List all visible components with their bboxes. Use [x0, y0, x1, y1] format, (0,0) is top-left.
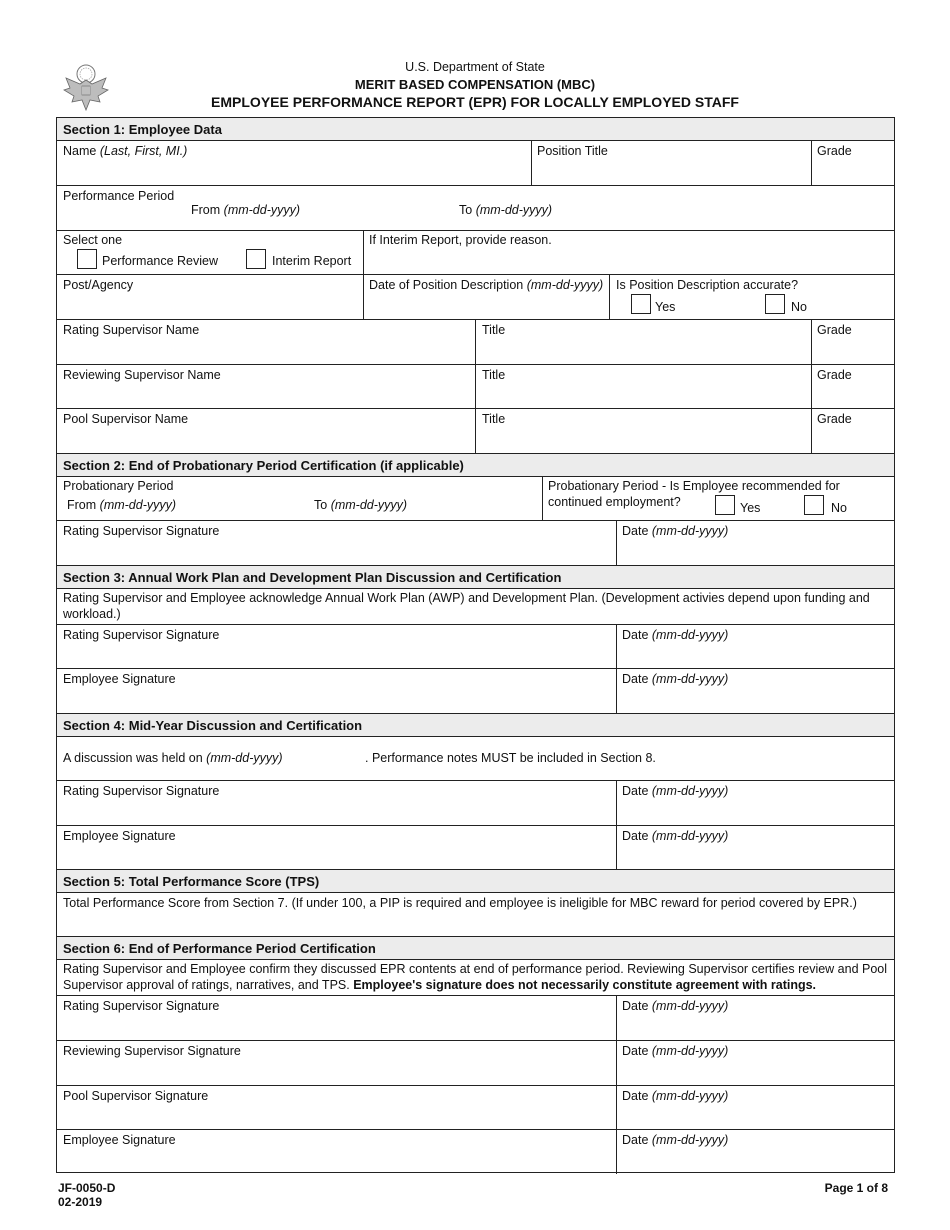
rating-supervisor-title-field[interactable]: [475, 319, 811, 364]
date-label: Date: [622, 524, 649, 538]
form-title: EMPLOYEE PERFORMANCE REPORT (EPR) FOR LOCALLY EMPLOYED STAFF: [211, 94, 739, 110]
rating-supervisor-signature-label: Rating Supervisor Signature: [63, 524, 220, 538]
pool-supervisor-signature-label: Pool Supervisor Signature: [63, 1089, 209, 1103]
epr-form: [56, 117, 895, 1173]
employee-name-field[interactable]: [57, 140, 531, 185]
date-label: Date: [622, 829, 649, 843]
s3-employee-signature-field[interactable]: [57, 668, 616, 713]
date-format-hint: (mm-dd-yyyy): [223, 203, 301, 217]
employee-grade-field[interactable]: [811, 140, 896, 185]
form-date: 02-2019: [58, 1195, 103, 1209]
date-format-hint: (mm-dd-yyyy): [330, 498, 408, 512]
performance-period-label: Performance Period: [63, 189, 175, 203]
to-label: To: [459, 203, 473, 217]
grade-label: Grade: [817, 144, 852, 158]
date-label: Date: [622, 1133, 649, 1147]
performance-notes-text: . Performance notes MUST be included in Section 8.: [365, 751, 656, 765]
form-number: JF-0050-D: [58, 1181, 116, 1195]
date-format-hint: (mm-dd-yyyy): [99, 498, 177, 512]
recommend-no-checkbox[interactable]: [804, 495, 824, 515]
rating-supervisor-grade-field[interactable]: [811, 319, 896, 364]
s6-reviewing-date-field[interactable]: [616, 1040, 896, 1085]
interim-reason-label: If Interim Report, provide reason.: [369, 233, 552, 247]
page-number: Page 1 of 8: [824, 1181, 888, 1195]
pool-supervisor-name-label: Pool Supervisor Name: [63, 412, 189, 426]
date-format-hint: (mm-dd-yyyy): [651, 672, 729, 686]
performance-period-row: [57, 185, 896, 230]
section-3-text: Rating Supervisor and Employee acknowledge Annual Work Plan (AWP) and Development Plan. (Development activies depend upon funding and workload.): [63, 591, 870, 621]
section-6-text-bold: Employee's signature does not necessarily constitute agreement with ratings.: [353, 978, 817, 992]
interim-reason-field[interactable]: [363, 230, 896, 274]
reviewing-supervisor-name-field[interactable]: [57, 364, 475, 408]
s6-employee-signature-field[interactable]: [57, 1129, 616, 1173]
position-title-label: Position Title: [537, 144, 608, 158]
s2-rating-supervisor-signature-field[interactable]: [57, 520, 616, 565]
rating-supervisor-signature-label: Rating Supervisor Signature: [63, 999, 220, 1013]
s6-pool-supervisor-signature-field[interactable]: [57, 1085, 616, 1129]
section-5-text: Total Performance Score from Section 7. (If under 100, a PIP is required and employee is ineligible for MBC reward for period covered by EPR.): [63, 896, 857, 910]
date-format-hint: (mm-dd-yyyy): [651, 1133, 729, 1147]
s6-reviewing-supervisor-signature-field[interactable]: [57, 1040, 616, 1085]
s2-date-field[interactable]: [616, 520, 896, 565]
section-6-text: [63, 961, 892, 993]
performance-period-from-field[interactable]: [191, 203, 300, 217]
title-label: Title: [482, 412, 506, 426]
s4-rating-supervisor-signature-field[interactable]: [57, 780, 616, 825]
probation-to-field[interactable]: [314, 498, 407, 512]
s4-employee-date-field[interactable]: [616, 825, 896, 869]
to-label: To: [314, 498, 328, 512]
program-name: MERIT BASED COMPENSATION (MBC): [354, 77, 596, 92]
date-format-hint: (mm-dd-yyyy): [651, 1044, 729, 1058]
total-performance-score-field[interactable]: [57, 892, 896, 936]
employee-signature-label: Employee Signature: [63, 829, 176, 843]
section-5-title: Section 5: Total Performance Score (TPS): [63, 874, 320, 889]
reviewing-supervisor-grade-field[interactable]: [811, 364, 896, 408]
pd-accurate-no-checkbox[interactable]: [765, 294, 785, 314]
grade-label: Grade: [817, 412, 852, 426]
section-3-title: Section 3: Annual Work Plan and Development Plan Discussion and Certification: [63, 570, 562, 585]
yes-label: Yes: [740, 501, 761, 515]
rating-supervisor-name-field[interactable]: [57, 319, 475, 364]
date-format-hint: (mm-dd-yyyy): [526, 278, 604, 292]
yes-label: Yes: [655, 300, 676, 314]
date-format-hint: (mm-dd-yyyy): [651, 628, 729, 642]
reviewing-supervisor-name-label: Reviewing Supervisor Name: [63, 368, 221, 382]
grade-label: Grade: [817, 323, 852, 337]
pool-supervisor-grade-field[interactable]: [811, 408, 896, 453]
position-title-field[interactable]: [531, 140, 811, 185]
date-label: Date: [622, 672, 649, 686]
pd-accurate-yes-checkbox[interactable]: [631, 294, 651, 314]
s4-employee-signature-field[interactable]: [57, 825, 616, 869]
date-label: Date: [622, 784, 649, 798]
select-one-label: Select one: [63, 233, 123, 247]
section-4-title: Section 4: Mid-Year Discussion and Certification: [63, 718, 363, 733]
probation-from-field[interactable]: [67, 498, 176, 512]
section-6-text-regular: Rating Supervisor and Employee confirm they discussed EPR contents at end of performance period. Reviewing Supervisor certifies review and Pool Supervisor approval of ratings, narratives, and TPS.: [63, 962, 888, 992]
interim-report-checkbox[interactable]: [246, 249, 266, 269]
s6-pool-date-field[interactable]: [616, 1085, 896, 1129]
date-format-hint: (mm-dd-yyyy): [651, 999, 729, 1013]
date-label: Date: [622, 628, 649, 642]
pool-supervisor-title-field[interactable]: [475, 408, 811, 453]
s6-rating-date-field[interactable]: [616, 995, 896, 1040]
title-label: Title: [482, 323, 506, 337]
date-format-hint: (mm-dd-yyyy): [475, 203, 553, 217]
date-format-hint: (mm-dd-yyyy): [651, 1089, 729, 1103]
employee-name-label: Name: [63, 144, 97, 158]
rating-supervisor-signature-label: Rating Supervisor Signature: [63, 628, 220, 642]
from-label: From: [67, 498, 97, 512]
section-6-title: Section 6: End of Performance Period Certification: [63, 941, 376, 956]
pd-date-label: Date of Position Description: [369, 278, 524, 292]
employee-signature-label: Employee Signature: [63, 672, 176, 686]
section-1-title: Section 1: Employee Data: [63, 122, 222, 137]
recommend-yes-checkbox[interactable]: [715, 495, 735, 515]
date-label: Date: [622, 1044, 649, 1058]
pd-date-field[interactable]: [363, 274, 609, 319]
s3-rating-supervisor-signature-field[interactable]: [57, 624, 616, 668]
reviewing-supervisor-title-field[interactable]: [475, 364, 811, 408]
employee-name-hint: (Last, First, MI.): [99, 144, 188, 158]
probationary-period-label: Probationary Period: [63, 479, 174, 493]
date-format-hint: (mm-dd-yyyy): [651, 524, 729, 538]
date-format-hint: (mm-dd-yyyy): [651, 829, 729, 843]
s3-employee-date-field[interactable]: [616, 668, 896, 713]
performance-review-label: Performance Review: [102, 254, 219, 268]
employee-signature-label: Employee Signature: [63, 1133, 176, 1147]
rating-supervisor-signature-label: Rating Supervisor Signature: [63, 784, 220, 798]
from-label: From: [191, 203, 221, 217]
interim-report-label: Interim Report: [272, 254, 352, 268]
discussion-label: A discussion was held on: [63, 751, 203, 765]
s3-rating-date-field[interactable]: [616, 624, 896, 668]
date-label: Date: [622, 999, 649, 1013]
no-label: No: [791, 300, 807, 314]
s6-employee-date-field[interactable]: [616, 1129, 896, 1173]
reviewing-supervisor-signature-label: Reviewing Supervisor Signature: [63, 1044, 241, 1058]
post-agency-field[interactable]: [57, 274, 363, 319]
performance-review-checkbox[interactable]: [77, 249, 97, 269]
date-label: Date: [622, 1089, 649, 1103]
date-format-hint: (mm-dd-yyyy): [651, 784, 729, 798]
title-label: Title: [482, 368, 506, 382]
rating-supervisor-name-label: Rating Supervisor Name: [63, 323, 200, 337]
grade-label: Grade: [817, 368, 852, 382]
pd-accurate-label: Is Position Description accurate?: [616, 278, 799, 292]
agency-name: U.S. Department of State: [405, 60, 545, 74]
s6-rating-supervisor-signature-field[interactable]: [57, 995, 616, 1040]
date-format-hint: (mm-dd-yyyy): [206, 751, 283, 765]
mid-year-discussion-date-field[interactable]: [63, 751, 283, 765]
s4-rating-date-field[interactable]: [616, 780, 896, 825]
recommend-label-line-2: continued employment?: [548, 495, 681, 509]
section-2-title: Section 2: End of Probationary Period Certification (if applicable): [63, 458, 464, 473]
recommend-label-line-1: Probationary Period - Is Employee recommended for: [548, 479, 840, 493]
post-agency-label: Post/Agency: [63, 278, 134, 292]
performance-period-to-field[interactable]: [459, 203, 552, 217]
no-label: No: [831, 501, 847, 515]
pool-supervisor-name-field[interactable]: [57, 408, 475, 453]
